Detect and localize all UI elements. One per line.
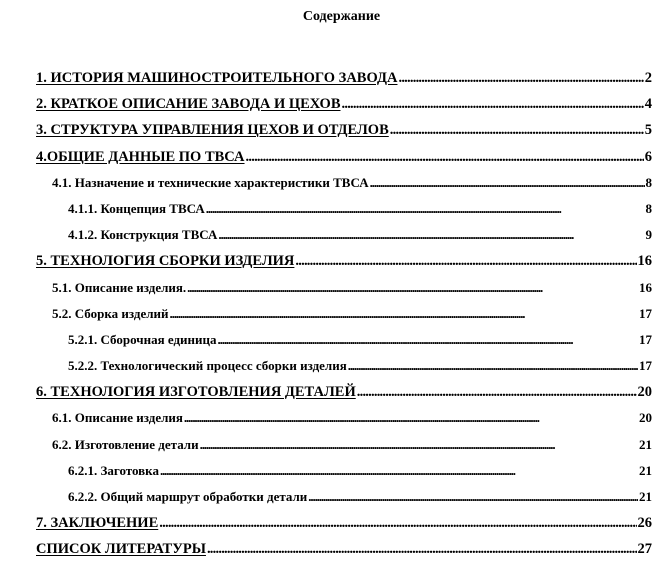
dot-leader: [184, 409, 638, 427]
toc-entry[interactable]: [0, 174, 666, 200]
toc-entry[interactable]: [0, 95, 666, 121]
toc-entry-page: 17: [639, 305, 652, 321]
toc-list: [0, 69, 666, 567]
toc-entry-title: 5.2.1. Сборочная единица: [68, 331, 217, 347]
toc-entry[interactable]: [0, 252, 666, 278]
toc-entry-page: 17: [639, 331, 652, 347]
toc-entry-page: 26: [637, 515, 652, 532]
toc-entry-page: 17: [639, 358, 652, 374]
toc-entry[interactable]: [0, 514, 666, 540]
toc-entry-page: 16: [637, 253, 652, 270]
toc-entry[interactable]: [0, 436, 666, 462]
dot-leader: [159, 514, 636, 532]
toc-entry-title: 6.1. Описание изделия: [52, 410, 183, 426]
dot-leader: [357, 383, 637, 401]
dot-leader: [295, 252, 636, 270]
toc-entry-page: 21: [639, 489, 652, 504]
dot-leader: [206, 200, 645, 218]
toc-entry-page: 9: [645, 227, 652, 243]
toc-entry-title: 6.2.1. Заготовка: [68, 462, 159, 478]
dot-leader: [170, 305, 639, 323]
toc-entry-title: СПИСОК ЛИТЕРАТУРЫ: [36, 541, 206, 558]
toc-entry-title: 1. ИСТОРИЯ МАШИНОСТРОИТЕЛЬНОГО ЗАВОДА: [36, 70, 398, 86]
toc-entry-title: 5.2. Сборка изделий: [52, 305, 169, 321]
toc-entry-page: 4: [644, 96, 652, 113]
toc-entry[interactable]: [0, 462, 666, 488]
toc-entry-page: 20: [637, 384, 652, 401]
toc-entry-title: 4.ОБЩИЕ ДАННЫЕ ПО ТВСА: [36, 148, 245, 165]
toc-entry-page: 21: [639, 436, 652, 452]
toc-entry-page: 21: [639, 462, 652, 478]
dot-leader: [200, 436, 638, 454]
toc-entry[interactable]: [0, 148, 666, 174]
toc-entry[interactable]: [0, 200, 666, 226]
toc-title: Содержание: [302, 9, 381, 24]
toc-entry-page: 2: [644, 70, 652, 86]
toc-entry[interactable]: [0, 409, 666, 435]
toc-entry-page: 5: [644, 122, 652, 139]
toc-entry[interactable]: [0, 488, 666, 514]
dot-leader: [218, 226, 644, 244]
dot-leader: [187, 279, 638, 297]
toc-entry[interactable]: [0, 69, 666, 95]
toc-entry[interactable]: [0, 540, 666, 566]
dot-leader: [160, 462, 638, 480]
dot-leader: [348, 357, 638, 375]
toc-entry-title: 6. ТЕХНОЛОГИЯ ИЗГОТОВЛЕНИЯ ДЕТАЛЕЙ: [36, 384, 356, 401]
toc-entry-page: 27: [637, 541, 652, 558]
toc-entry-title: 3. СТРУКТУРА УПРАВЛЕНИЯ ЦЕХОВ И ОТДЕЛОВ: [36, 122, 389, 139]
dot-leader: [246, 148, 644, 166]
toc-entry-page: 8: [645, 174, 652, 190]
toc-entry[interactable]: [0, 331, 666, 357]
toc-entry-page: 6: [644, 148, 652, 165]
toc-entry-title: 5.1. Описание изделия.: [52, 279, 187, 295]
dot-leader: [308, 488, 638, 506]
toc-entry-title: 5. ТЕХНОЛОГИЯ СБОРКИ ИЗДЕЛИЯ: [36, 253, 295, 270]
toc-entry[interactable]: [0, 383, 666, 409]
toc-entry[interactable]: [0, 226, 666, 252]
dot-leader: [342, 95, 644, 113]
toc-entry[interactable]: [0, 279, 666, 305]
dot-leader: [370, 174, 645, 192]
dot-leader: [398, 69, 643, 87]
toc-entry-title: 2. КРАТКОЕ ОПИСАНИЕ ЗАВОДА И ЦЕХОВ: [36, 96, 341, 113]
toc-entry-title: 7. ЗАКЛЮЧЕНИЕ: [36, 515, 159, 532]
toc-entry-title: 6.2.2. Общий маршрут обработки детали: [68, 489, 308, 504]
toc-entry-page: 20: [639, 410, 652, 426]
toc-entry-title: 6.2. Изготовление детали: [52, 436, 199, 452]
toc-entry[interactable]: [0, 357, 666, 383]
toc-entry-page: 16: [639, 279, 652, 295]
toc-entry-page: 8: [645, 200, 652, 216]
dot-leader: [218, 331, 638, 349]
toc-entry-title: 4.1.1. Концепция ТВСА: [68, 200, 205, 216]
toc-entry[interactable]: [0, 121, 666, 147]
dot-leader: [207, 540, 637, 558]
dot-leader: [390, 121, 644, 139]
toc-entry[interactable]: [0, 305, 666, 331]
toc-entry-title: 5.2.2. Технологический процесс сборки изделия: [68, 358, 347, 374]
toc-entry-title: 4.1. Назначение и технические характеристики ТВСА: [52, 174, 369, 190]
toc-entry-title: 4.1.2. Конструкция ТВСА: [68, 227, 218, 243]
